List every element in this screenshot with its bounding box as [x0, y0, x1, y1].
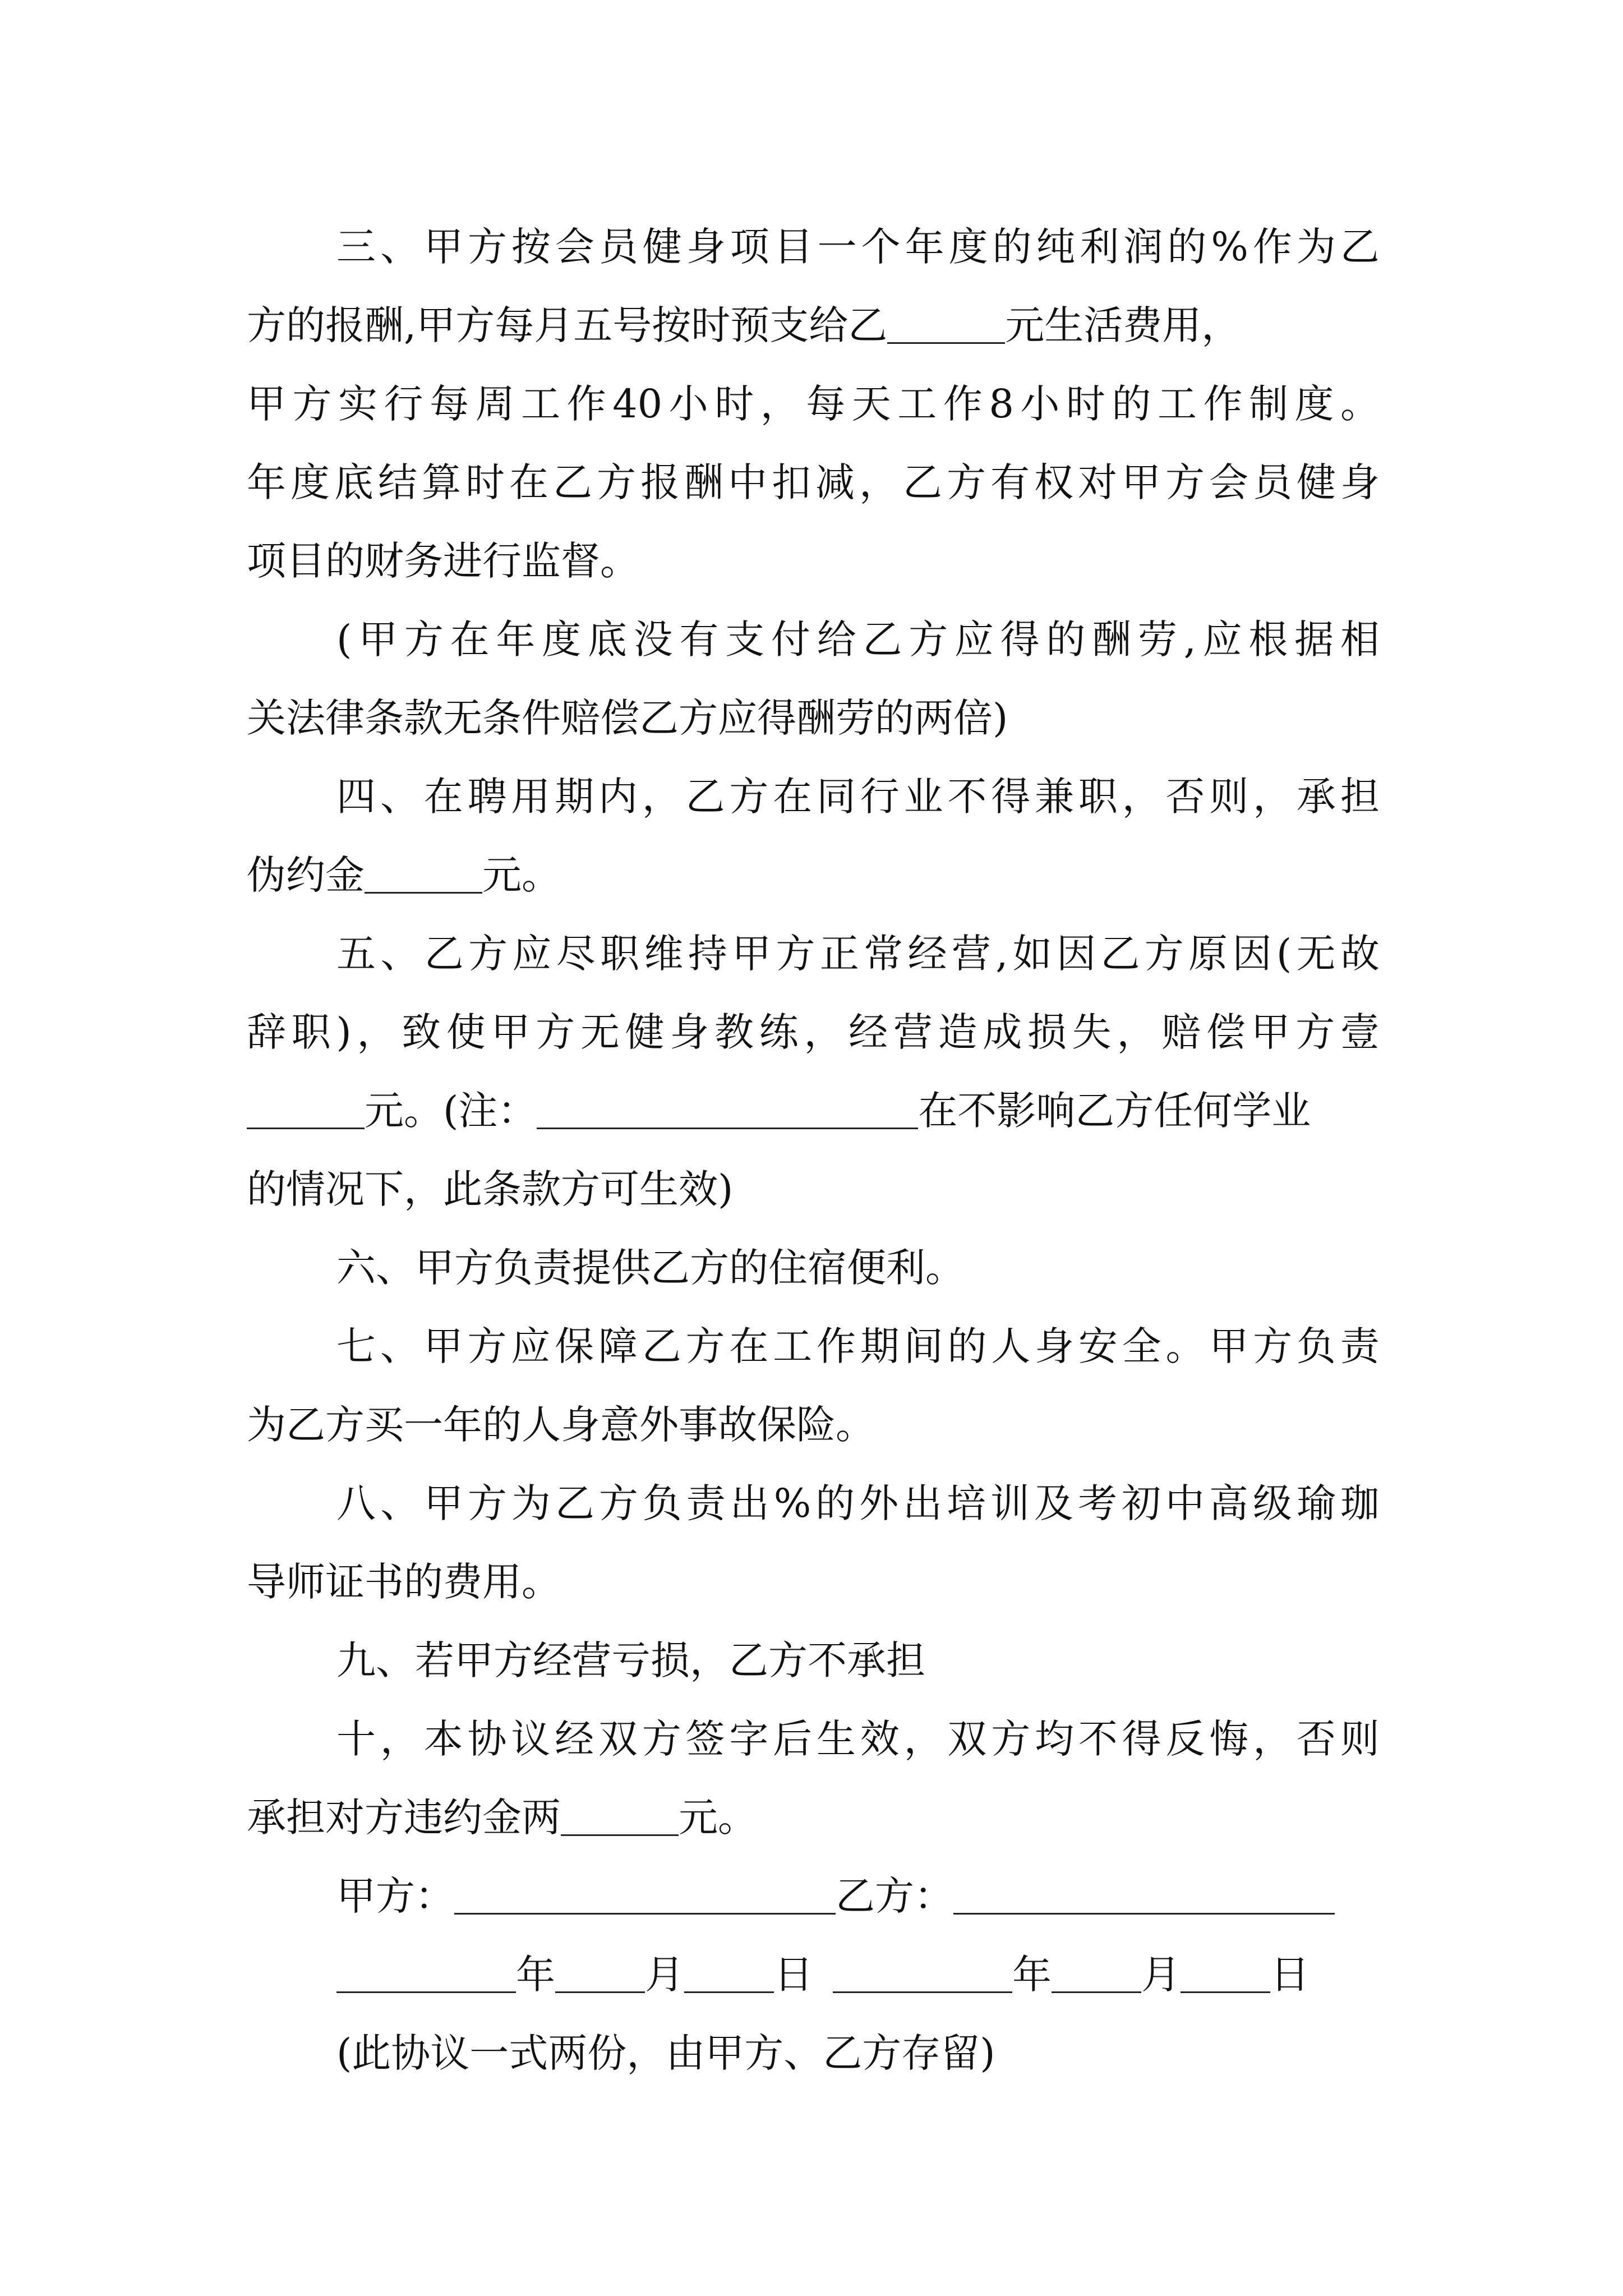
party-a-month-blank [555, 1957, 645, 1993]
text-line: 六、甲方负责提供乙方的住宿便利。 [336, 1245, 965, 1291]
month-label: 月 [645, 1952, 684, 1998]
day-label: 日 [774, 1952, 813, 1998]
fill-in-blank [247, 1093, 365, 1129]
fill-in-blank [365, 857, 482, 894]
text-line: 三 、 甲 方 按 会 员 健 身 项 目 一 个 年 度 的 纯 利 润 的 % 作 为 乙 [336, 224, 1380, 270]
party-b-signature-blank [953, 1878, 1335, 1915]
text-line [247, 1071, 1380, 1150]
text-segment: 元。(注： [365, 1088, 537, 1134]
text-line: 年 度 底 结 算 时 在 乙 方 报 酬 中 扣 减 ， 乙 方 有 权 对 甲 方 会 员 健 身 [247, 459, 1380, 505]
party-a-signature-blank [454, 1878, 836, 1915]
text-line: 导师证书的费用。 [247, 1559, 561, 1605]
text-line: 九、若甲方经营亏损，乙方不承担 [336, 1637, 925, 1683]
text-line: 七 、 甲 方 应 保 障 乙 方 在 工 作 期 间 的 人 身 安 全 。 甲 方 负 责 [336, 1323, 1380, 1369]
text-segment: 元。 [482, 852, 561, 898]
text-segment: 方的报酬,甲方每月五号按时预支给乙 [247, 302, 888, 348]
fill-in-blank [537, 1093, 918, 1129]
copies-note: (此协议一式两份，由甲方、乙方存留) [336, 2030, 995, 2076]
text-line: 项目的财务进行监督。 [247, 538, 639, 584]
party-a-day-blank [684, 1957, 774, 1993]
text-line: ( 甲 方 在 年 度 底 没 有 支 付 给 乙 方 应 得 的 酬 劳 , 应 根 据 相 [336, 616, 1380, 662]
text-segment: 伪约金 [247, 852, 365, 898]
text-line: 四 、 在 聘 用 期 内 ， 乙 方 在 同 行 业 不 得 兼 职 ， 否 则 ， 承 担 [336, 774, 1380, 820]
day-label: 日 [1270, 1952, 1310, 1998]
text-line: 为乙方买一年的人身意外事故保险。 [247, 1402, 875, 1448]
year-label: 年 [516, 1952, 555, 1998]
text-line: 五 、 乙 方 应 尽 职 维 持 甲 方 正 常 经 营 , 如 因 乙 方 原 因 ( 无 故 [336, 931, 1380, 977]
text-line: 十 ， 本 协 议 经 双 方 签 字 后 生 效 ， 双 方 均 不 得 反 悔 ， 否 则 [336, 1716, 1380, 1762]
text-segment: 元。 [679, 1795, 757, 1841]
text-segment: 元生活费用， [1005, 302, 1241, 348]
text-line [247, 1778, 1380, 1857]
text-segment: 承担对方违约金两 [247, 1795, 561, 1841]
fill-in-blank [561, 1800, 679, 1836]
text-line: 辞 职 ) ， 致 使 甲 方 无 健 身 教 练 ， 经 营 造 成 损 失 ， 赔 偿 甲 方 壹 [247, 1009, 1380, 1055]
party-a-label: 甲方： [336, 1873, 454, 1919]
text-line: 甲 方 实 行 每 周 工 作 40 小 时 ， 每 天 工 作 8 小 时 的 工 作 制 度 。 [247, 381, 1380, 427]
text-segment: 在不影响乙方任何学业 [918, 1088, 1311, 1134]
text-line [247, 286, 1380, 365]
text-line [247, 836, 1380, 914]
text-line: 的情况下，此条款方可生效) [247, 1166, 734, 1212]
year-label: 年 [1012, 1952, 1052, 1998]
text-line: 关法律条款无条件赔偿乙方应得酬劳的两倍) [247, 695, 1008, 741]
party-b-month-blank [1052, 1957, 1141, 1993]
fill-in-blank [887, 307, 1005, 344]
signature-line [336, 1857, 1380, 1935]
month-label: 月 [1141, 1952, 1181, 1998]
party-b-label: 乙方： [836, 1873, 953, 1919]
party-b-day-blank [1181, 1957, 1270, 1993]
date-line [336, 1935, 1380, 2014]
party-b-year-blank [833, 1957, 1012, 1993]
party-a-year-blank [336, 1957, 516, 1993]
text-line: 八 、 甲 方 为 乙 方 负 责 出 % 的 外 出 培 训 及 考 初 中 高 级 瑜 珈 [336, 1480, 1380, 1526]
